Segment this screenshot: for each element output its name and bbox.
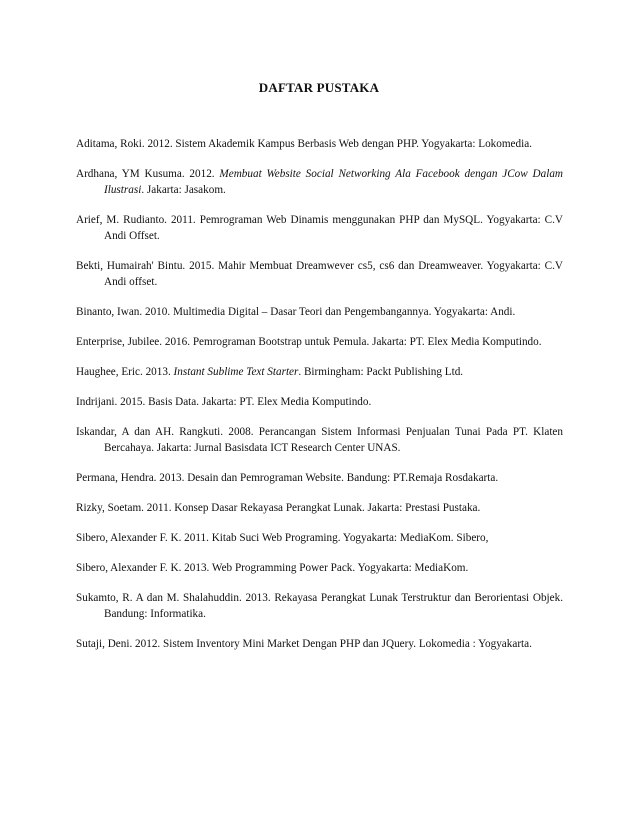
reference-item	[76, 560, 563, 576]
reference-item	[76, 166, 563, 198]
reference-text: Binanto, Iwan. 2010. Multimedia Digital – Dasar Teori dan Pengembangannya. Yogyakarta: Andi.	[76, 306, 516, 318]
reference-text: Aditama, Roki. 2012. Sistem Akademik Kampus Berbasis Web dengan PHP. Yogyakarta: Lokomedia.	[76, 138, 532, 150]
reference-item	[76, 500, 563, 516]
reference-text: Permana, Hendra. 2013. Desain dan Pemrograman Website. Bandung: PT.Remaja Rosdakarta.	[76, 472, 499, 484]
reference-text: Sibero, Alexander F. K. 2013. Web Programming Power Pack. Yogyakarta: MediaKom.	[76, 562, 469, 574]
reference-title-italic: Membuat Website Social Networking Ala Facebook dengan JCow Dalam Ilustrasi	[104, 168, 564, 196]
reference-text: Ardhana, YM Kusuma. 2012.	[76, 168, 220, 180]
reference-title-italic: Instant Sublime Text Starter	[173, 366, 299, 378]
reference-item	[76, 470, 563, 486]
reference-item	[76, 212, 563, 244]
reference-text: Sutaji, Deni. 2012. Sistem Inventory Mini Market Dengan PHP dan JQuery. Lokomedia : Yogyakarta.	[76, 638, 532, 650]
reference-item	[76, 424, 563, 456]
reference-text: . Birmingham: Packt Publishing Ltd.	[298, 366, 464, 378]
page-title: DAFTAR PUSTAKA	[258, 80, 380, 95]
reference-item	[76, 590, 563, 622]
reference-text: Iskandar, A dan AH. Rangkuti. 2008. Perancangan Sistem Informasi Penjualan Tunai Pada PT. Klaten Bercahaya. Jakarta: Jurnal Basisdata ICT Research Center UNAS.	[76, 426, 563, 454]
reference-item	[76, 364, 563, 380]
reference-list	[76, 126, 563, 666]
reference-item	[76, 258, 563, 290]
reference-item	[76, 126, 563, 163]
reference-text: Enterprise, Jubilee. 2016. Pemrograman Bootstrap untuk Pemula. Jakarta: PT. Elex Media Komputindo.	[76, 336, 542, 348]
reference-item	[76, 394, 563, 410]
reference-text: Rizky, Soetam. 2011. Konsep Dasar Rekayasa Perangkat Lunak. Jakarta: Prestasi Pustaka.	[76, 502, 481, 514]
reference-text: Sibero, Alexander F. K. 2011. Kitab Suci Web Programing. Yogyakarta: MediaKom. Sibero,	[76, 532, 489, 544]
reference-text: Sukamto, R. A dan M. Shalahuddin. 2013. Rekayasa Perangkat Lunak Terstruktur dan Berorientasi Objek. Bandung: Informatika.	[76, 592, 563, 620]
reference-item	[76, 636, 563, 652]
reference-text: Haughee, Eric. 2013.	[76, 366, 174, 378]
reference-text: Bekti, Humairah' Bintu. 2015. Mahir Membuat Dreamwever cs5, cs6 dan Dreamweaver. Yogyakarta: C.V Andi offset.	[76, 260, 563, 288]
reference-text: . Jakarta: Jasakom.	[141, 184, 226, 196]
reference-item	[76, 530, 563, 546]
reference-item	[76, 334, 563, 350]
reference-item	[76, 304, 563, 320]
reference-text: Indrijani. 2015. Basis Data. Jakarta: PT. Elex Media Komputindo.	[76, 396, 372, 408]
reference-text: Arief, M. Rudianto. 2011. Pemrograman Web Dinamis menggunakan PHP dan MySQL. Yogyakarta: C.V Andi Offset.	[76, 214, 563, 242]
